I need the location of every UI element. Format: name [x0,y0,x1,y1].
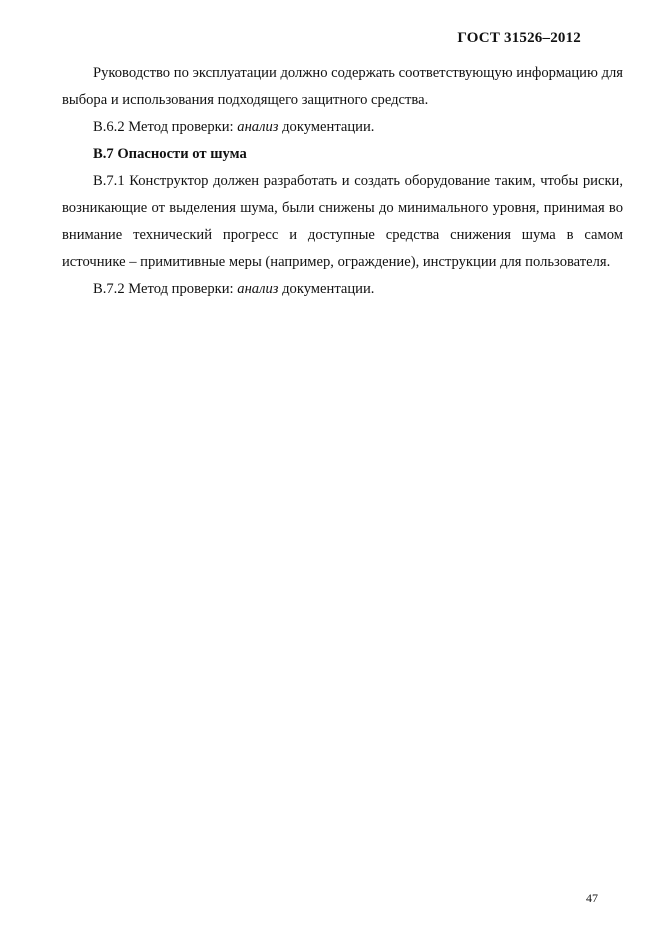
page-header-doc-id: ГОСТ 31526–2012 [457,30,581,46]
check-method-emphasis: анализ [237,119,279,135]
check-method-emphasis: анализ [237,281,279,297]
check-method-prefix: В.6.2 Метод проверки: [93,119,238,135]
section-heading-b7: В.7 Опасности от шума [93,146,247,162]
paragraph-b71-noise: В.7.1 Конструктор должен разработать и создать оборудование таким, чтобы риски, возникающие от выделения шума, были снижены до минимального уровня, принимая во внимание технический прогресс и доступные средства снижения шума в самом источнике – примитивные меры (например, ограждение), инструкции для пользователя. [62,173,623,270]
check-method-prefix: В.7.2 Метод проверки: [93,281,238,297]
check-method-suffix: документации. [278,281,375,297]
paragraph-b62-check-method [62,114,623,141]
paragraph-b72-check-method [62,276,623,303]
page-body [62,60,623,303]
page-number: 47 [586,891,598,905]
paragraph-manual-info: Руководство по эксплуатации должно содержать соответствующую информацию для выбора и использования подходящего защитного средства. [62,65,623,108]
check-method-suffix: документации. [278,119,375,135]
